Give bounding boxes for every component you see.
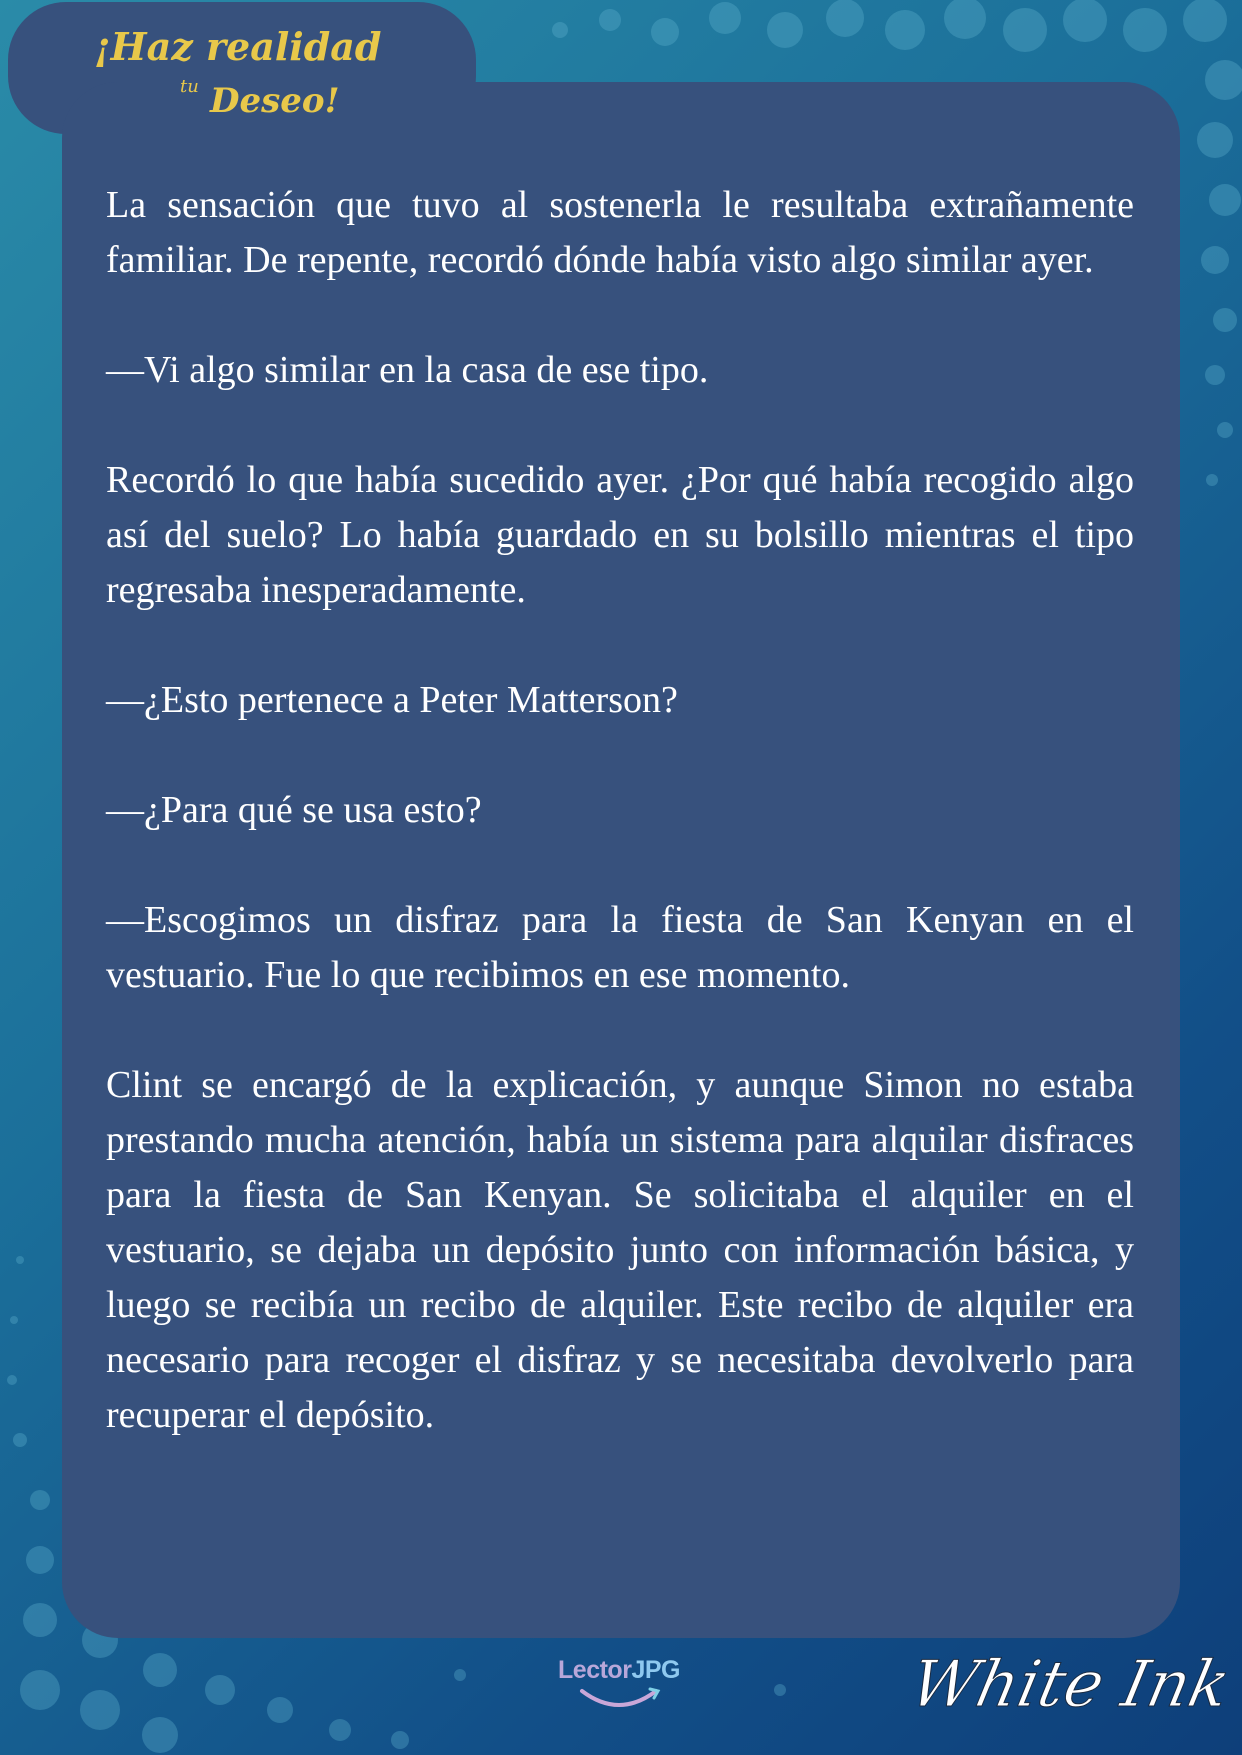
paragraph: Recordó lo que había sucedido ayer. ¿Por qué había recogido algo así del suelo? Lo había guardado en su bolsillo mientras el tipo regresaba inesperadamente. xyxy=(106,459,1134,611)
paragraph: —Escogimos un disfraz para la fiesta de San Kenyan en el vestuario. Fue lo que recibimos en ese momento. xyxy=(106,899,1134,996)
paragraph: —¿Para qué se usa esto? xyxy=(106,789,482,831)
chapter-text xyxy=(106,178,1134,1443)
watermark-part2: JPG xyxy=(631,1656,680,1684)
paragraph: —¿Esto pertenece a Peter Matterson? xyxy=(106,679,678,721)
watermark-logo xyxy=(544,1656,694,1728)
smile-arc-icon xyxy=(544,1685,694,1715)
signature-logo xyxy=(903,1618,1237,1736)
watermark-text xyxy=(544,1656,694,1685)
paragraph: La sensación que tuvo al sostenerla le resultaba extrañamente familiar. De repente, recordó dónde había visto algo similar ayer. xyxy=(106,184,1134,281)
site-logo xyxy=(88,18,388,122)
svg-text:¡Haz realidad: ¡Haz realidad xyxy=(94,24,382,69)
svg-text:White Ink: White Ink xyxy=(903,1647,1237,1722)
watermark-part1: Lector xyxy=(558,1656,632,1684)
svg-text:tu: tu xyxy=(180,76,199,97)
paragraph: —Vi algo similar en la casa de ese tipo. xyxy=(106,349,709,391)
paragraph: Clint se encargó de la explicación, y aunque Simon no estaba prestando mucha atención, había un sistema para alquilar disfraces para la fiesta de San Kenyan. Se solicitaba el alquiler en el vestuario, se dejaba un depósito junto con información básica, y luego se recibía un recibo de alquiler. Este recibo de alquiler era necesario para recoger el disfraz y se necesitaba devolverlo para recuperar el depósito. xyxy=(106,1064,1134,1436)
svg-text:Deseo!: Deseo! xyxy=(210,81,340,121)
